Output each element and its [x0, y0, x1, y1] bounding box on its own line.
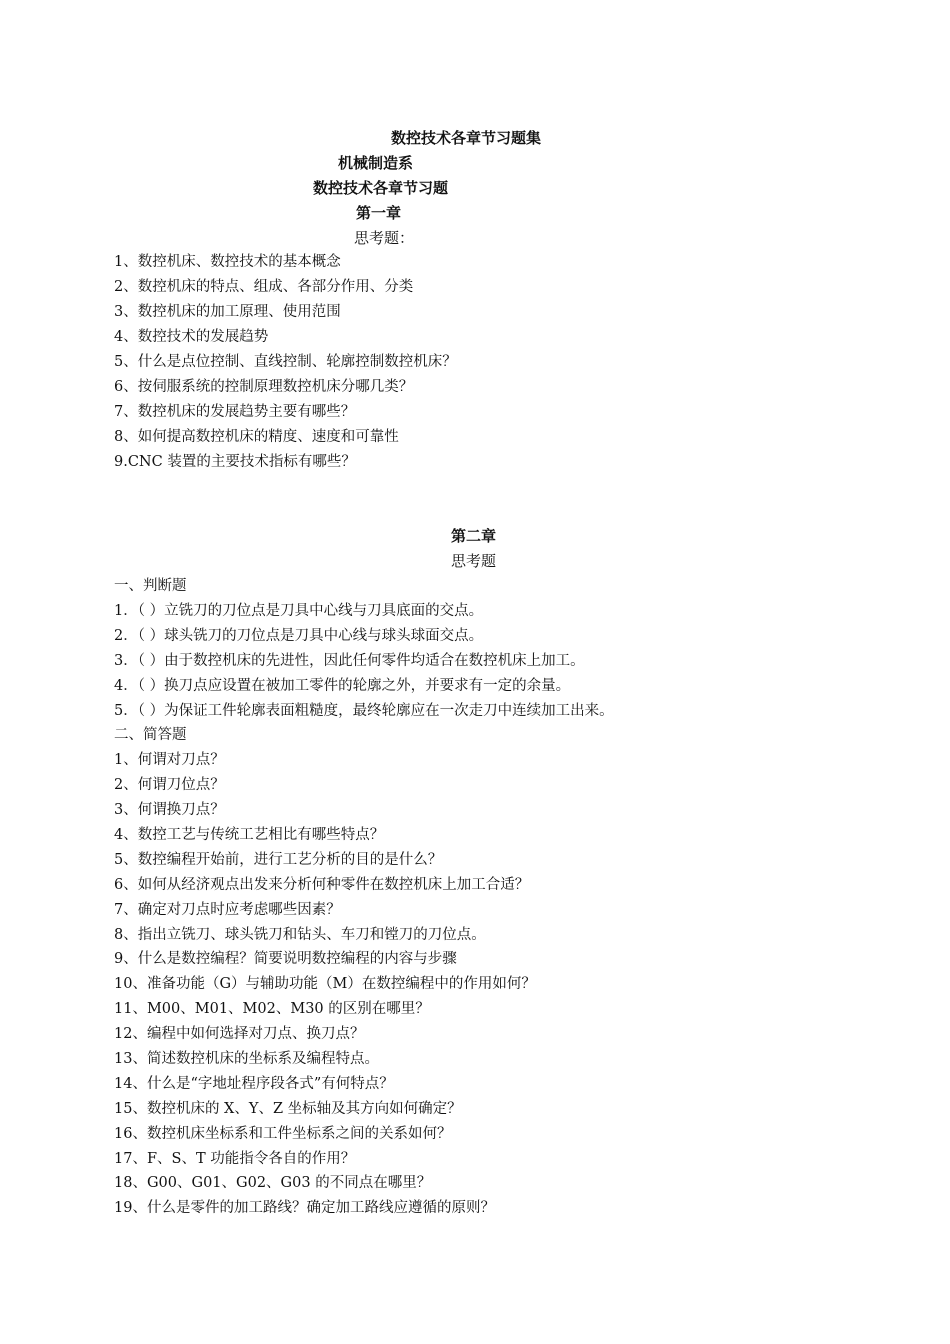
- short-answer-question: 16、数控机床坐标系和工件坐标系之间的关系如何？: [114, 1126, 452, 1142]
- short-answer-question: 15、数控机床的 X、Y、Z 坐标轴及其方向如何确定？: [114, 1101, 462, 1117]
- short-answer-question: 14、什么是“字地址程序段各式”有何特点？: [114, 1076, 394, 1092]
- chapter1-section-heading: 思考题：: [354, 229, 415, 247]
- document-subtitle: 数控技术各章节习题: [313, 179, 449, 197]
- short-answer-question: 17、F、S、T 功能指令各自的作用？: [114, 1151, 356, 1167]
- chapter2-title: 第二章: [451, 527, 497, 545]
- short-answer-question: 13、简述数控机床的坐标系及编程特点。: [114, 1051, 379, 1067]
- chapter2-section-heading: 思考题: [451, 552, 497, 570]
- short-answer-question: 4、数控工艺与传统工艺相比有哪些特点？: [114, 827, 385, 843]
- short-answer-question: 7、确定对刀点时应考虑哪些因素？: [114, 902, 341, 918]
- short-answer-question: 19、什么是零件的加工路线？确定加工路线应遵循的原则？: [114, 1200, 495, 1216]
- short-answer-question: 6、如何从经济观点出发来分析何种零件在数控机床上加工合适？: [114, 877, 530, 893]
- department-name: 机械制造系: [338, 154, 414, 172]
- judge-question: 4．（ ）换刀点应设置在被加工零件的轮廓之外，并要求有一定的余量。: [114, 678, 571, 694]
- chapter1-question: 1、数控机床、数控技术的基本概念: [114, 254, 341, 270]
- judge-question: 3．（ ）由于数控机床的先进性，因此任何零件均适合在数控机床上加工。: [114, 653, 585, 669]
- chapter1-question: 2、数控机床的特点、组成、各部分作用、分类: [114, 279, 414, 295]
- short-answer-question: 18、G00、G01、G02、G03 的不同点在哪里？: [114, 1175, 432, 1191]
- short-answer-question: 12、编程中如何选择对刀点、换刀点？: [114, 1026, 365, 1042]
- short-answer-question: 1、何谓对刀点？: [114, 752, 225, 768]
- chapter1-question: 3、数控机床的加工原理、使用范围: [114, 304, 341, 320]
- short-answer-question: 3、何谓换刀点？: [114, 802, 225, 818]
- judge-question: 1．（ ）立铣刀的刀位点是刀具中心线与刀具底面的交点。: [114, 603, 484, 619]
- chapter1-question: 8、如何提高数控机床的精度、速度和可靠性: [114, 429, 399, 445]
- short-answer-question: 9、什么是数控编程？简要说明数控编程的内容与步骤: [114, 951, 457, 967]
- chapter1-question: 9.CNC 装置的主要技术指标有哪些？: [114, 454, 356, 470]
- short-answer-question: 8、指出立铣刀、球头铣刀和钻头、车刀和镗刀的刀位点。: [114, 927, 486, 943]
- chapter1-question: 5、什么是点位控制、直线控制、轮廓控制数控机床？: [114, 354, 457, 370]
- judge-heading: 一、判断题: [114, 578, 187, 594]
- judge-question: 5．（ ）为保证工件轮廓表面粗糙度，最终轮廓应在一次走刀中连续加工出来。: [114, 703, 614, 719]
- chapter1-question: 6、按伺服系统的控制原理数控机床分哪几类？: [114, 379, 414, 395]
- short-answer-question: 2、何谓刀位点？: [114, 777, 225, 793]
- chapter1-question: 4、数控技术的发展趋势: [114, 329, 269, 345]
- chapter1-question: 7、数控机床的发展趋势主要有哪些？: [114, 404, 356, 420]
- document-title: 数控技术各章节习题集: [391, 129, 542, 147]
- short-answer-question: 5、数控编程开始前，进行工艺分析的目的是什么？: [114, 852, 443, 868]
- short-answer-question: 11、M00、M01、M02、M30 的区别在哪里？: [114, 1001, 430, 1017]
- judge-question: 2．（ ）球头铣刀的刀位点是刀具中心线与球头球面交点。: [114, 628, 484, 644]
- chapter1-title: 第一章: [356, 204, 402, 222]
- short-answer-heading: 二、简答题: [114, 727, 187, 743]
- short-answer-question: 10、准备功能（G）与辅助功能（M）在数控编程中的作用如何？: [114, 976, 536, 992]
